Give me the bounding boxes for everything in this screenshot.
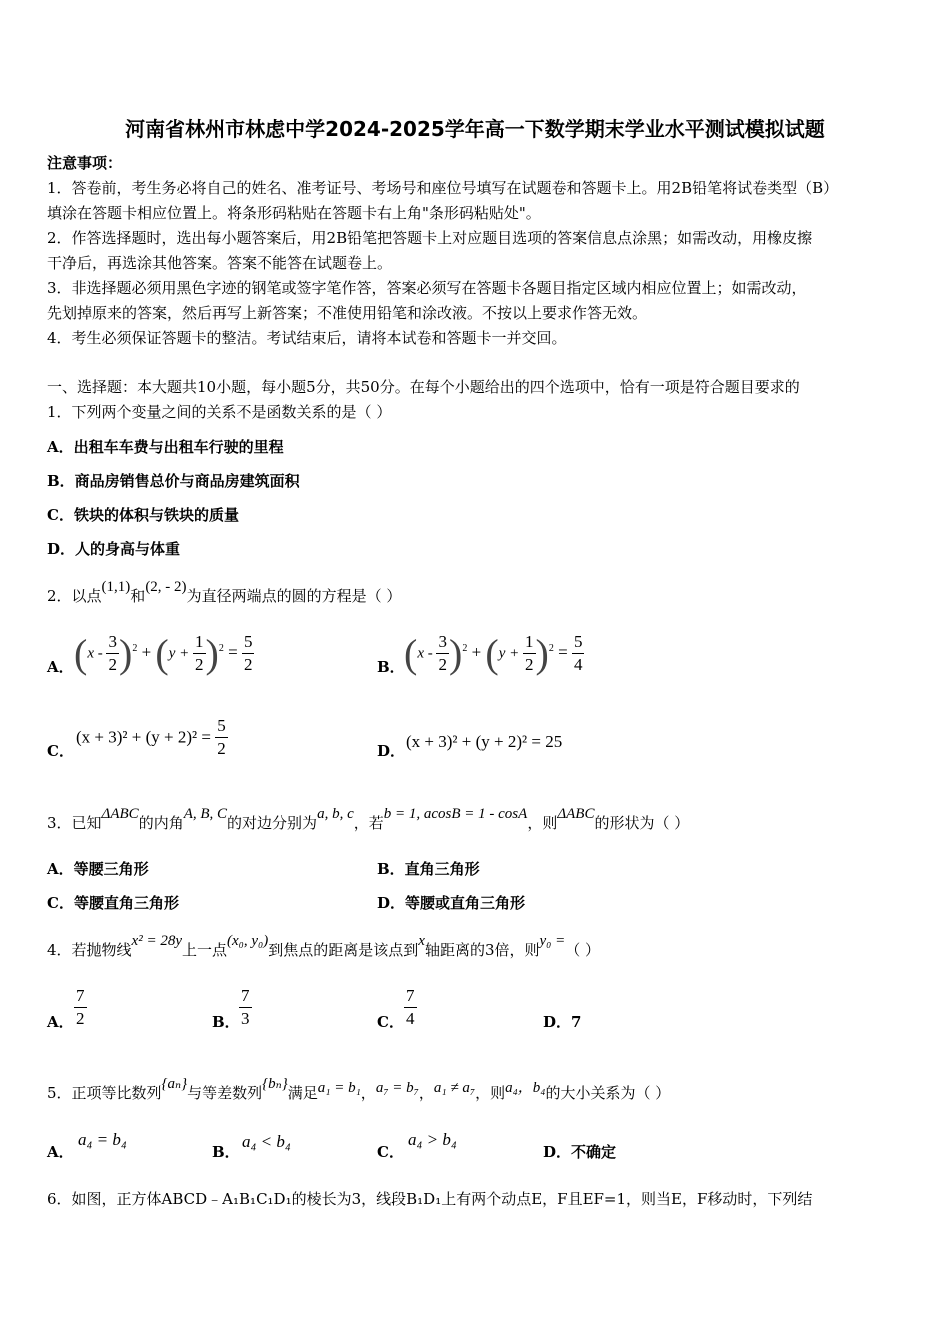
q1-option-d bbox=[47, 538, 180, 559]
q2-point-1: (1,1) bbox=[101, 579, 131, 595]
q4-label-b: B． bbox=[212, 1013, 240, 1031]
notice-heading: 注意事项： bbox=[47, 154, 123, 172]
q5-text-1: 5．正项等比数列 bbox=[47, 1084, 162, 1102]
q5-option-a-formula: a₄ = b₄ bbox=[78, 1130, 127, 1149]
q3-angles: A, B, C bbox=[183, 806, 228, 822]
q2-b-f2-den: 2 bbox=[525, 655, 534, 674]
q6-stem: 6．如图，正方体ABCD﹣A₁B₁C₁D₁的棱长为3，线段B₁D₁上有两个动点E，F且EF=1，则当E，F移动时，下列结 bbox=[47, 1190, 813, 1208]
q3-text-1: 3．已知 bbox=[47, 814, 102, 832]
q4-text-1: 4．若抛物线 bbox=[47, 941, 132, 959]
q3-text-6: 的形状为（ ） bbox=[594, 814, 690, 832]
q2-a-r-num: 5 bbox=[242, 631, 255, 654]
q5-text-5: 的大小关系为（ ） bbox=[545, 1084, 671, 1102]
q2-option-d-formula: (x + 3)² + (y + 2)² = 25 bbox=[406, 732, 563, 751]
q2-c-r-num: 5 bbox=[215, 715, 228, 738]
q2-text-3: 为直径两端点的圆的方程是（ ） bbox=[186, 587, 402, 605]
q5-cond-3: a₁ ≠ a₇ bbox=[433, 1080, 476, 1096]
page-title: 河南省林州市林虑中学2024-2025学年高一下数学期末学业水平测试模拟试题 bbox=[125, 117, 825, 141]
q1-option-c-text: C．铁块的体积与铁块的质量 bbox=[47, 506, 239, 524]
q4-text-4: 轴距离的3倍，则 bbox=[424, 941, 540, 959]
q2-b-f2-num: 1 bbox=[523, 631, 536, 654]
q3-text-4: ，若 bbox=[353, 814, 384, 832]
q5-cond-1: a₁ = b₁ bbox=[317, 1080, 361, 1096]
q2-option-b-formula: (x - $\frac{3}{2}$ )$^2$ + (y + $\frac{1}{2}$ )$^2$ = $\frac{5}{4}$ bbox=[404, 631, 583, 676]
q5-label-b: B． bbox=[212, 1143, 240, 1161]
q3-condition: b = 1, acosB = 1 - cosA bbox=[383, 806, 528, 822]
q5-label-c: C． bbox=[377, 1143, 404, 1161]
q4-label-c: C． bbox=[377, 1013, 404, 1031]
q4-label-a: A． bbox=[47, 1013, 74, 1031]
q1-option-b-text: B．商品房销售总价与商品房建筑面积 bbox=[47, 472, 300, 490]
q3-option-b: B．直角三角形 bbox=[377, 860, 480, 878]
q3-stem bbox=[47, 806, 690, 833]
q2-a-term2: y + bbox=[168, 645, 194, 662]
q2-b-term1: x - bbox=[417, 645, 437, 662]
q5-compare: a₄，b₄ bbox=[505, 1080, 546, 1096]
notice-item-2b: 干净后，再选涂其他答案。答案不能答在试题卷上。 bbox=[47, 254, 393, 272]
q5-option-c-formula: a₄ > b₄ bbox=[408, 1130, 457, 1149]
q4-b-num: 7 bbox=[239, 985, 252, 1008]
q5-seq-a: {aₙ} bbox=[161, 1076, 188, 1092]
q5-text-2: 与等差数列 bbox=[187, 1084, 263, 1102]
q4-point: (x₀, y₀) bbox=[227, 933, 269, 949]
q4-option-a-value bbox=[74, 985, 87, 1030]
q2-b-f1-num: 3 bbox=[436, 631, 449, 654]
notice-item-1b: 填涂在答题卡相应位置上。将条形码粘贴在答题卡右上角"条形码粘贴处"。 bbox=[47, 204, 541, 222]
q4-text-5: （ ） bbox=[565, 941, 601, 959]
q2-option-c-formula bbox=[76, 715, 228, 760]
q5-stem: 5．正项等比数列{aₙ}与等差数列{bₙ}满足a₁ = b₁，a₇ = b₇，a₁ ≠ a₇，则a₄，b₄的大小关系为（ ） bbox=[47, 1076, 671, 1102]
q3-text-3: 的对边分别为 bbox=[227, 814, 318, 832]
q2-b-r-num: 5 bbox=[572, 631, 585, 654]
q2-option-a-formula: (x - $\frac{3}{2}$ )$^2$ + (y + $\frac{1}{2}$ )$^2$ = $\frac{5}{2}$ bbox=[74, 631, 253, 676]
q4-option-d: D．7 bbox=[543, 1013, 582, 1031]
q5-option-b-formula: a₄ < b₄ bbox=[242, 1132, 291, 1151]
q1-stem: 1．下列两个变量之间的关系不是函数关系的是（ ） bbox=[47, 403, 392, 421]
notice-item-3b: 先划掉原来的答案，然后再写上新答案；不准使用铅笔和涂改液。不按以上要求作答无效。 bbox=[47, 304, 648, 322]
q2-label-b: B． bbox=[377, 658, 405, 676]
q4-a-den: 2 bbox=[76, 1009, 85, 1028]
q5-seq-b: {bₙ} bbox=[262, 1076, 288, 1092]
notice-item-1a: 1．答卷前，考生务必将自己的姓名、准考证号、考场号和座位号填写在试题卷和答题卡上。用2B铅笔将试卷类型（B） bbox=[47, 179, 839, 197]
q2-text-2: 和 bbox=[130, 587, 146, 605]
q1-option-c bbox=[47, 504, 239, 525]
q4-a-num: 7 bbox=[74, 985, 87, 1008]
q3-sides: a, b, c bbox=[317, 806, 354, 822]
q5-option-d: D．不确定 bbox=[543, 1143, 617, 1161]
q2-b-f1-den: 2 bbox=[438, 655, 447, 674]
q4-text-2: 上一点 bbox=[181, 941, 227, 959]
q2-c-r-den: 2 bbox=[217, 739, 226, 758]
q2-a-f2-num: 1 bbox=[193, 631, 206, 654]
q2-a-f1-den: 2 bbox=[108, 655, 117, 674]
q4-y0: y₀ = bbox=[539, 933, 566, 949]
q3-triangle: ΔABC bbox=[101, 806, 139, 822]
q2-point-2: (2, - 2) bbox=[145, 579, 187, 595]
notice-item-4: 4．考生必须保证答题卡的整洁。考试结束后，请将本试卷和答题卡一并交回。 bbox=[47, 329, 567, 347]
notice-item-3a: 3．非选择题必须用黑色字迹的钢笔或签字笔作答，答案必须写在答题卡各题目指定区域内相应位置上；如需改动， bbox=[47, 279, 807, 297]
q2-a-term1: x - bbox=[87, 645, 107, 662]
q5-label-a: A． bbox=[47, 1143, 74, 1161]
q4-b-den: 3 bbox=[241, 1009, 250, 1028]
q4-stem bbox=[47, 933, 601, 960]
q2-label-a: A． bbox=[47, 658, 74, 676]
q5-cond-2: a₇ = b₇ bbox=[375, 1080, 419, 1096]
notice-item-2a: 2．作答选择题时，选出每小题答案后，用2B铅笔把答题卡上对应题目选项的答案信息点涂黑；如需改动，用橡皮擦 bbox=[47, 229, 813, 247]
q1-option-b bbox=[47, 470, 300, 491]
q2-a-r-den: 2 bbox=[243, 655, 253, 674]
q2-c-lhs: (x + 3)² + (y + 2)² = bbox=[76, 727, 211, 747]
q2-b-r-den: 4 bbox=[573, 655, 583, 674]
q4-c-den: 4 bbox=[406, 1009, 415, 1028]
q3-text-5: ，则 bbox=[527, 814, 558, 832]
q2-label-c: C． bbox=[47, 742, 74, 760]
q4-text-3: 到焦点的距离是该点到 bbox=[268, 941, 419, 959]
q4-option-c-value bbox=[404, 985, 417, 1030]
q1-option-a bbox=[47, 436, 284, 457]
q2-label-d: D． bbox=[377, 742, 406, 760]
section-heading: 一、选择题：本大题共10小题，每小题5分，共50分。在每个小题给出的四个选项中，恰有一项是符合题目要求的 bbox=[47, 378, 800, 396]
q3-triangle-2: ΔABC bbox=[557, 806, 595, 822]
q4-equation: x² = 28y bbox=[131, 933, 182, 949]
q3-option-c: C．等腰直角三角形 bbox=[47, 894, 179, 912]
q1-option-a-text: A．出租车车费与出租车行驶的里程 bbox=[47, 438, 284, 456]
q2-a-f1-num: 3 bbox=[106, 631, 119, 654]
q2-text-1: 2．以点 bbox=[47, 587, 102, 605]
q1-option-d-text: D．人的身高与体重 bbox=[47, 540, 181, 558]
q3-option-d: D．等腰或直角三角形 bbox=[377, 894, 526, 912]
q4-axis: x bbox=[418, 933, 425, 949]
q3-text-2: 的内角 bbox=[138, 814, 184, 832]
q2-stem bbox=[47, 579, 402, 606]
q3-option-a: A．等腰三角形 bbox=[47, 860, 149, 878]
q4-option-b-value bbox=[239, 985, 252, 1030]
q5-text-3: 满足 bbox=[287, 1084, 318, 1102]
q4-c-num: 7 bbox=[404, 985, 417, 1008]
q5-text-4: ，则 bbox=[475, 1084, 506, 1102]
q2-a-f2-den: 2 bbox=[195, 655, 204, 674]
q2-b-term2: y + bbox=[498, 645, 524, 662]
